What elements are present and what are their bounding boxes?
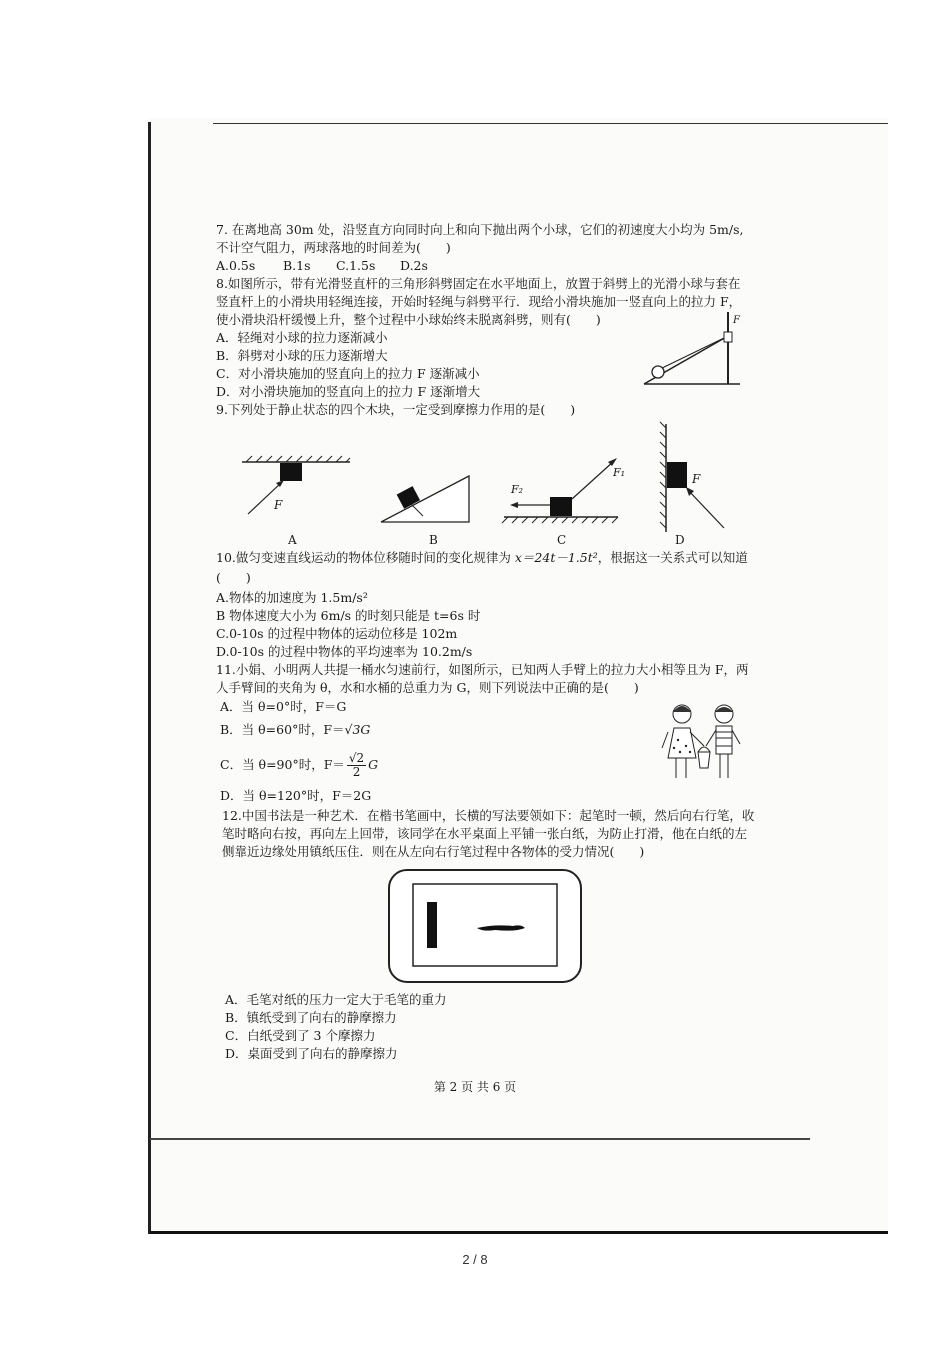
q12-option-b: B．镇纸受到了向右的静摩擦力 <box>225 1010 397 1025</box>
q11-option-c <box>220 748 378 782</box>
q12-line1: 12.中国书法是一种艺术．在楷书笔画中，长横的写法要领如下：起笔时一顿，然后向右行笔，收 <box>222 808 755 823</box>
q11-children-bucket-figure <box>660 700 750 782</box>
q12-option-d: D．桌面受到了向右的静摩擦力 <box>225 1046 398 1061</box>
q12-option-c: C．白纸受到了 3 个摩擦力 <box>225 1028 376 1043</box>
q7-line2: 不计空气阻力，两球落地的时间差为( ) <box>216 240 451 255</box>
q8-option-b: B．斜劈对小球的压力逐渐增大 <box>216 348 388 363</box>
q9-c-force2-label: F₂ <box>511 483 524 496</box>
q11-option-c-fraction <box>347 752 366 779</box>
q10-option-d: D.0-10s 的过程中物体的平均速率为 10.2m/s <box>216 644 473 659</box>
q7-option-c: C.1.5s <box>336 258 376 273</box>
q9-figure-a <box>238 452 353 522</box>
q12-line3: 侧靠近边缘处用镇纸压住．则在从左向右行笔过程中各物体的受力情况( ) <box>222 844 645 859</box>
q10-line1-text-b: ，根据这一关系式可以知道 <box>597 550 748 565</box>
q11-option-a: A．当 θ=0°时，F＝G <box>220 699 347 714</box>
q9-figure-b <box>375 470 475 526</box>
q11-option-b <box>220 722 370 738</box>
q7-line1: 7. 在离地高 30m 处，沿竖直方向同时向上和向下抛出两个小球，它们的初速度大小均为 5m/s, <box>216 222 744 237</box>
q9-c-label: C <box>557 533 567 547</box>
q10-line2: ( ) <box>216 570 251 585</box>
q10-option-c: C.0-10s 的过程中物体的运动位移是 102m <box>216 626 458 641</box>
q11-option-b-value: √3G <box>344 722 371 737</box>
page-footer: 第 2 页 共 6 页 <box>433 1080 517 1094</box>
q7-option-d: D.2s <box>400 258 428 273</box>
q9-c-force1-label: F₁ <box>613 466 626 479</box>
q11-option-c-prefix: C．当 θ=90°时，F＝ <box>220 757 345 772</box>
q11-option-c-numerator: √2 <box>348 751 365 765</box>
q7-option-b: B.1s <box>283 258 311 273</box>
bottom-rule-1 <box>150 1138 810 1140</box>
q11-option-c-denominator: 2 <box>352 765 361 779</box>
q11-line1: 11.小娟、小明两人共提一桶水匀速前行，如图所示，已知两人手臂上的拉力大小相等且为 F，两 <box>216 662 749 677</box>
q8-line2: 竖直杆上的小滑块用轻绳连接，开始时轻绳与斜劈平行．现给小滑块施加一竖直向上的拉力 F， <box>216 294 742 309</box>
viewer-page-indicator: 2 / 8 <box>462 1252 488 1267</box>
q12-option-a: A．毛笔对纸的压力一定大于毛笔的重力 <box>225 992 447 1007</box>
q8-force-label: F <box>733 315 740 326</box>
q10-line1-text-a: 10.做匀变速直线运动的物体位移随时间的变化规律为 <box>216 550 515 565</box>
q12-calligraphy-figure <box>385 866 585 986</box>
q9-a-label: A <box>288 533 297 547</box>
q7-option-a: A.0.5s <box>216 258 256 273</box>
q9-a-force-label: F <box>274 498 283 512</box>
q11-option-d: D．当 θ=120°时，F＝2G <box>220 788 372 803</box>
q10-option-b: B 物体速度大小为 6m/s 的时刻只能是 t=6s 时 <box>216 608 481 623</box>
q9-b-label: B <box>429 533 438 547</box>
q8-line1: 8.如图所示，带有光滑竖直杆的三角形斜劈固定在水平地面上，放置于斜劈上的光滑小球与套在 <box>216 276 741 291</box>
q10-formula: x＝24t－1.5t² <box>514 550 598 565</box>
q10-option-a: A.物体的加速度为 1.5m/s² <box>216 590 368 605</box>
q8-option-a: A．轻绳对小球的拉力逐渐减小 <box>216 330 388 345</box>
q9-d-force-label: F <box>692 472 701 486</box>
q11-option-c-suffix: G <box>368 757 379 772</box>
q9-line1: 9.下列处于静止状态的四个木块，一定受到摩擦力作用的是( ) <box>216 402 576 417</box>
q11-option-b-prefix: B．当 θ=60°时，F＝ <box>220 722 345 737</box>
q8-option-d: D．对小滑块施加的竖直向上的拉力 F 逐渐增大 <box>216 384 481 399</box>
q8-option-c: C．对小滑块施加的竖直向上的拉力 F 逐渐减小 <box>216 366 480 381</box>
q8-line3: 使小滑块沿杆缓慢上升，整个过程中小球始终未脱离斜劈，则有( ) <box>216 312 601 327</box>
bottom-rule-2 <box>150 1231 888 1234</box>
q9-d-label: D <box>675 533 685 547</box>
left-border <box>148 122 151 1234</box>
q11-line2: 人手臂间的夹角为 θ，水和水桶的总重力为 G，则下列说法中正确的是( ) <box>216 680 639 695</box>
q12-line2: 笔时略向右按，再向左上回带，该同学在水平桌面上平铺一张白纸，为防止打滑，他在白纸的左 <box>222 826 748 841</box>
top-rule <box>213 123 888 124</box>
q10-line1 <box>216 550 748 566</box>
